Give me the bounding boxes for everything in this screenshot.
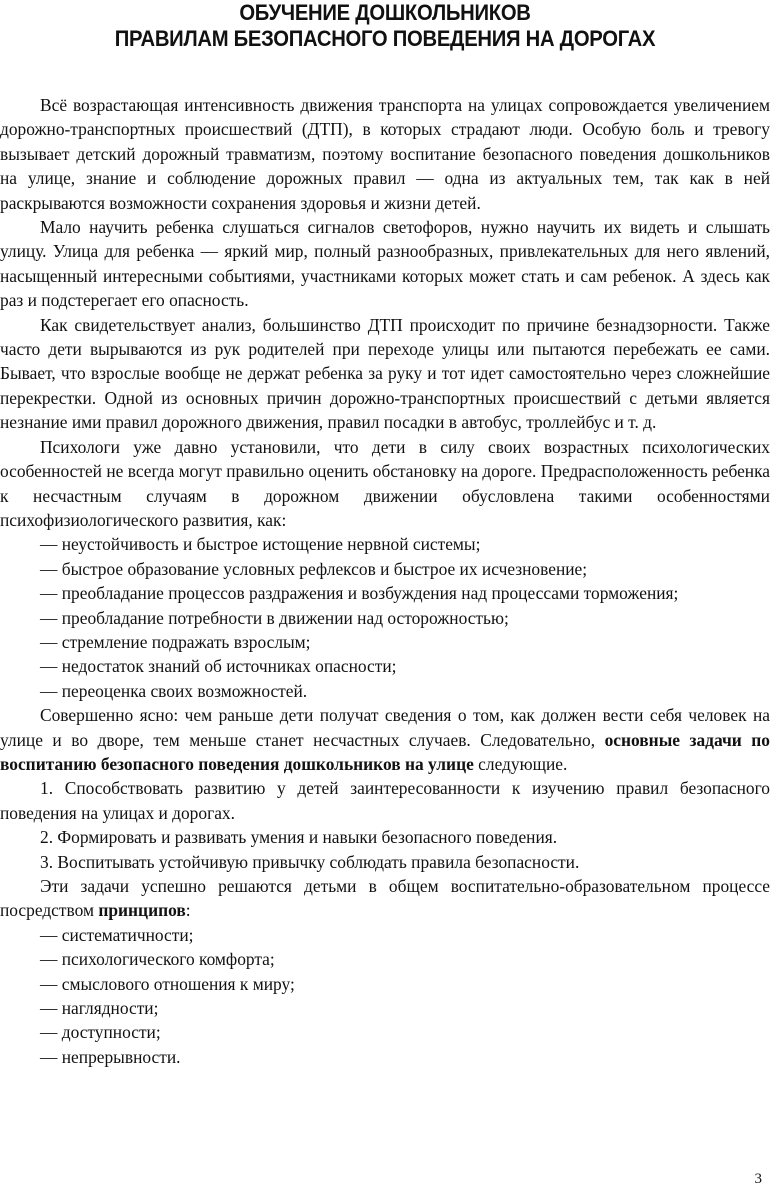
principle-item: — систематичности; <box>40 924 194 945</box>
title-line-1: ОБУЧЕНИЕ ДОШКОЛЬНИКОВ <box>239 0 531 25</box>
principles-intro-bold: принципов <box>98 900 186 921</box>
principle-item: — смыслового отношения к миру; <box>40 973 295 994</box>
paragraph-principles-intro <box>0 874 770 923</box>
task-item: 3. Воспитывать устойчивую привычку соблюдать правила безопасности. <box>40 851 580 872</box>
feature-item: — преобладание потребности в движении над осторожностью; <box>40 607 509 628</box>
principle-item: — психологического комфорта; <box>40 949 275 970</box>
page-number: 3 <box>754 1171 762 1187</box>
feature-item: — быстрое образование условных рефлексов и быстрое их исчезновение; <box>40 558 588 579</box>
page-title <box>31 0 739 52</box>
principles-intro-text: Эти задачи успешно решаются детьми в общем воспитательно-образовательном процессе посредством <box>0 876 770 921</box>
principle-item: — непрерывности. <box>40 1046 181 1067</box>
tasks-intro-text: Совершенно ясно: чем раньше дети получат сведения о том, как должен вести себя человек на улице и во дворе, тем меньше станет несчастных случаев. Следовательно, <box>0 705 770 750</box>
paragraph-analysis: Как свидетельствует анализ, большинство ДТП происходит по причине безнадзорности. Также часто дети вырываются из рук родителей при переходе улицы или пытаются перебежать ее сами. Бывает, что взрослые вообще не держат ребенка за руку и тот идет самостоятельно через сложнейшие перекрестки. Одной из основных причин дорожно-транспортных происшествий с детьми является незнание ими правил дорожного движения, правил посадки в автобус, троллейбус и т. д. <box>0 314 770 433</box>
principles-intro-end: : <box>185 900 191 921</box>
principle-item: — наглядности; <box>40 998 159 1019</box>
tasks-intro-bold: основные задачи по воспитанию безопасного поведения дошкольников на улице <box>0 729 770 774</box>
paragraph-street: Мало научить ребенка слушаться сигналов светофоров, нужно научить их видеть и слышать улицу. Улица для ребенка — яркий мир, полный разнообразных, привлекательных для него явлений, насыщенный интересными событиями, участниками которых может стать и сам ребенок. А здесь как раз и подстерегает его опасность. <box>0 217 770 311</box>
tasks-intro-end: следующие. <box>478 753 568 774</box>
paragraph-intro: Всё возрастающая интенсивность движения транспорта на улицах сопровождается увеличением дорожно-транспортных происшествий (ДТП), в которых страдают люди. Особую боль и тревогу вызывает детский дорожный травматизм, поэтому воспитание безопасного поведения дошкольников на улице, знание и соблюдение дорожных правил — одна из актуальных тем, так как в ней раскрываются возможности сохранения здоровья и жизни детей. <box>0 95 770 213</box>
feature-item: — переоценка своих возможностей. <box>40 680 308 701</box>
principle-item: — доступности; <box>40 1022 161 1043</box>
task-item: 1. Способствовать развитию у детей заинтересованности к изучению правил безопасного поведения на улицах и дорогах. <box>0 778 770 823</box>
feature-item: — стремление подражать взрослым; <box>40 631 311 652</box>
feature-item: — недостаток знаний об источниках опасности; <box>40 656 397 677</box>
article-body <box>0 93 770 1069</box>
feature-item: — неустойчивость и быстрое истощение нервной системы; <box>40 534 481 555</box>
title-line-2: ПРАВИЛАМ БЕЗОПАСНОГО ПОВЕДЕНИЯ НА ДОРОГАХ <box>114 26 656 51</box>
feature-item: — преобладание процессов раздражения и возбуждения над процессами торможения; <box>40 583 679 604</box>
task-item: 2. Формировать и развивать умения и навыки безопасного поведения. <box>40 827 558 848</box>
paragraph-psychology: Психологи уже давно установили, что дети в силу своих возрастных психологических особенностей не всегда могут правильно оценить обстановку на дороге. Предрасположенность ребенка к несчастным случаям в дорожном движении обусловлена такими особенностями психофизиологического развития, как: <box>0 436 770 530</box>
paragraph-tasks-intro <box>0 703 770 776</box>
